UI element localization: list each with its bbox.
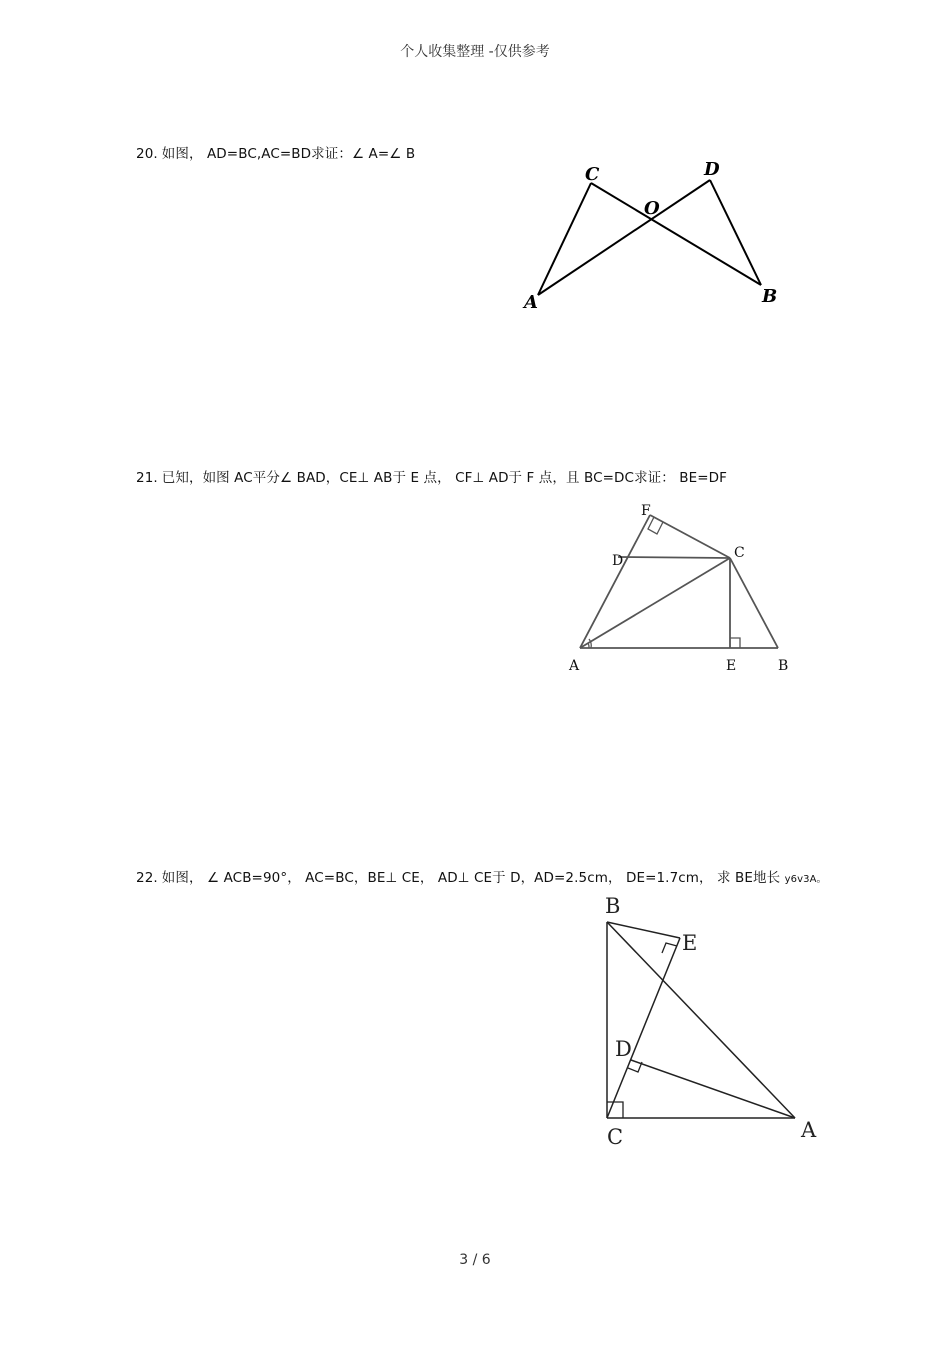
label-c: C [585, 164, 600, 185]
question-text: 如图， ∠ ACB=90°， AC=BC，BE⊥ CE， AD⊥ CE于 D，AD=2.5cm， DE=1.7cm， 求 BE地长 [161, 870, 781, 886]
label-a: A [569, 658, 580, 674]
label-a: A [524, 292, 538, 313]
label-c: C [607, 1125, 624, 1149]
label-b: B [762, 286, 778, 307]
label-c: C [734, 545, 745, 561]
figure-20-diagram [515, 155, 795, 315]
label-b: B [778, 658, 789, 674]
label-a: A [801, 1118, 817, 1142]
label-d: D [612, 553, 624, 569]
label-b: B [605, 894, 621, 918]
question-number: 20. [136, 146, 158, 162]
page-number: 3 / 6 [459, 1252, 491, 1268]
question-number: 22. [136, 870, 158, 886]
question-text: 已知，如图 AC平分∠ BAD，CE⊥ AB于 E 点， CF⊥ AD于 F 点，且 BC=DC求证： BE=DF [161, 470, 728, 486]
figure-21-diagram [560, 495, 820, 680]
label-f: F [641, 503, 651, 519]
label-d: D [615, 1037, 632, 1061]
question-22 [136, 866, 827, 886]
label-e: E [726, 658, 737, 674]
question-21 [136, 466, 727, 486]
figure-22-diagram [590, 888, 830, 1158]
question-suffix: y6v3A。 [784, 874, 827, 885]
page-header: 个人收集整理 -仅供参考 [400, 44, 550, 60]
label-d: D [704, 159, 720, 180]
question-number: 21. [136, 470, 158, 486]
label-e: E [682, 931, 698, 955]
question-text: 如图， AD=BC,AC=BD求证：∠ A=∠ B [161, 146, 416, 162]
question-20 [136, 142, 415, 162]
label-o: O [644, 198, 660, 219]
